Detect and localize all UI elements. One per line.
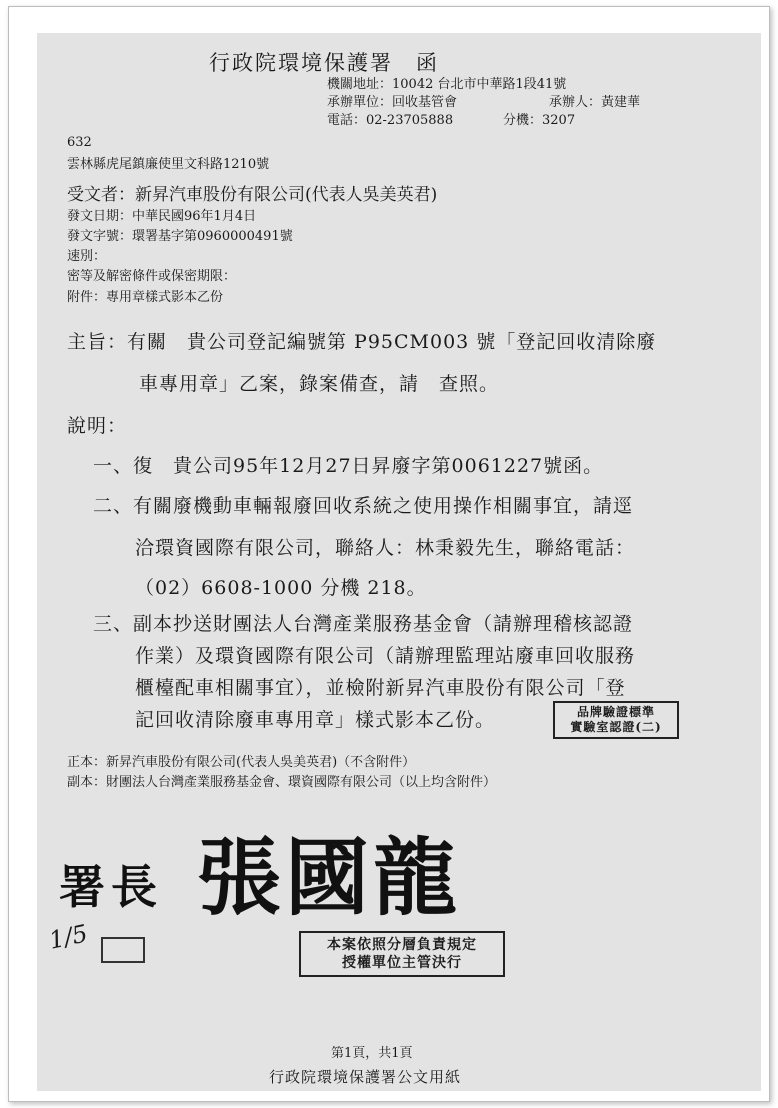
handling-unit: 承辦單位：回收基管會 (327, 95, 458, 110)
document-frame (8, 6, 770, 1102)
explanation-item-2-line-1: 二、有關廢機動車輛報廢回收系統之使用操作相關事宜，請逕 (93, 495, 634, 517)
authority-seal-line-2: 授權單位主管決行 (342, 955, 462, 971)
signature-title: 署長 (59, 860, 163, 914)
handler: 承辦人：黃建華 (549, 95, 641, 110)
secrecy-level: 密等及解密條件或保密期限： (67, 269, 237, 284)
explanation-item-3-line-2: 作業）及環資國際有限公司（請辦理監理站廢車回收服務 (135, 645, 636, 667)
explanation-item-2-line-3: （02）6608-1000 分機 218。 (135, 577, 427, 599)
specimen-stamp-row-2: 實驗室認證(二) (570, 720, 662, 734)
explanation-item-3-line-3: 櫃檯配車相關事宜），並檢附新昇汽車股份有限公司「登 (135, 677, 626, 699)
specimen-stamp-row-1: 品牌驗證標準 (576, 705, 655, 719)
agency-ext: 分機：3207 (503, 113, 576, 128)
original-recipient: 正本：新昇汽車股份有限公司(代表人吳美英君)（不含附件） (67, 755, 416, 770)
document-paper (37, 33, 761, 1091)
subject-line-1: 主旨：有關 貴公司登記編號第 P95CM003 號「登記回收清除廢 (67, 331, 657, 353)
paper-footer: 行政院環境保護署公文用紙 (269, 1068, 462, 1086)
handwritten-note: 1/5 (46, 919, 91, 955)
agency-phone: 電話：02-23705888 (327, 113, 454, 128)
recipient: 受文者：新昇汽車股份有限公司(代表人吳美英君) (67, 185, 438, 205)
explanation-item-1: 一、復 貴公司95年12月27日昇廢字第0061227號函。 (93, 455, 604, 477)
subject-line-2: 車專用章」乙案，錄案備查，請 查照。 (139, 373, 500, 395)
explanation-label: 說明： (67, 415, 128, 437)
specimen-stamp (553, 701, 679, 739)
agency-address: 機關地址：10042 台北市中華路1段41號 (327, 77, 567, 92)
authority-seal-line-1: 本案依照分層負責規定 (327, 937, 477, 953)
small-approval-stamp (101, 937, 145, 963)
issue-date: 發文日期：中華民國96年1月4日 (67, 209, 257, 224)
copy-recipients: 副本：財團法人台灣產業服務基金會、環資國際有限公司（以上均含附件） (67, 775, 497, 790)
signature-name: 張國龍 (197, 828, 462, 927)
issue-reference: 發文字號：環署基字第0960000491號 (67, 229, 293, 244)
authority-seal (299, 931, 505, 977)
postal-code: 632 (67, 135, 92, 150)
explanation-item-3-line-1: 三、副本抄送財團法人台灣產業服務基金會（請辦理稽核認證 (93, 613, 634, 635)
explanation-item-2-line-2: 洽環資國際有限公司，聯絡人：林秉毅先生，聯絡電話： (135, 537, 636, 559)
explanation-item-3-line-4: 記回收清除廢車專用章」樣式影本乙份。 (135, 709, 496, 731)
page-count: 第1頁，共1頁 (331, 1046, 413, 1061)
recipient-address: 雲林縣虎尾鎮廉使里文科路1210號 (67, 157, 270, 172)
speed-class: 速別： (67, 249, 107, 264)
attachment: 附件：專用章樣式影本乙份 (67, 290, 224, 305)
agency-title: 行政院環境保護署 函 (209, 51, 439, 75)
